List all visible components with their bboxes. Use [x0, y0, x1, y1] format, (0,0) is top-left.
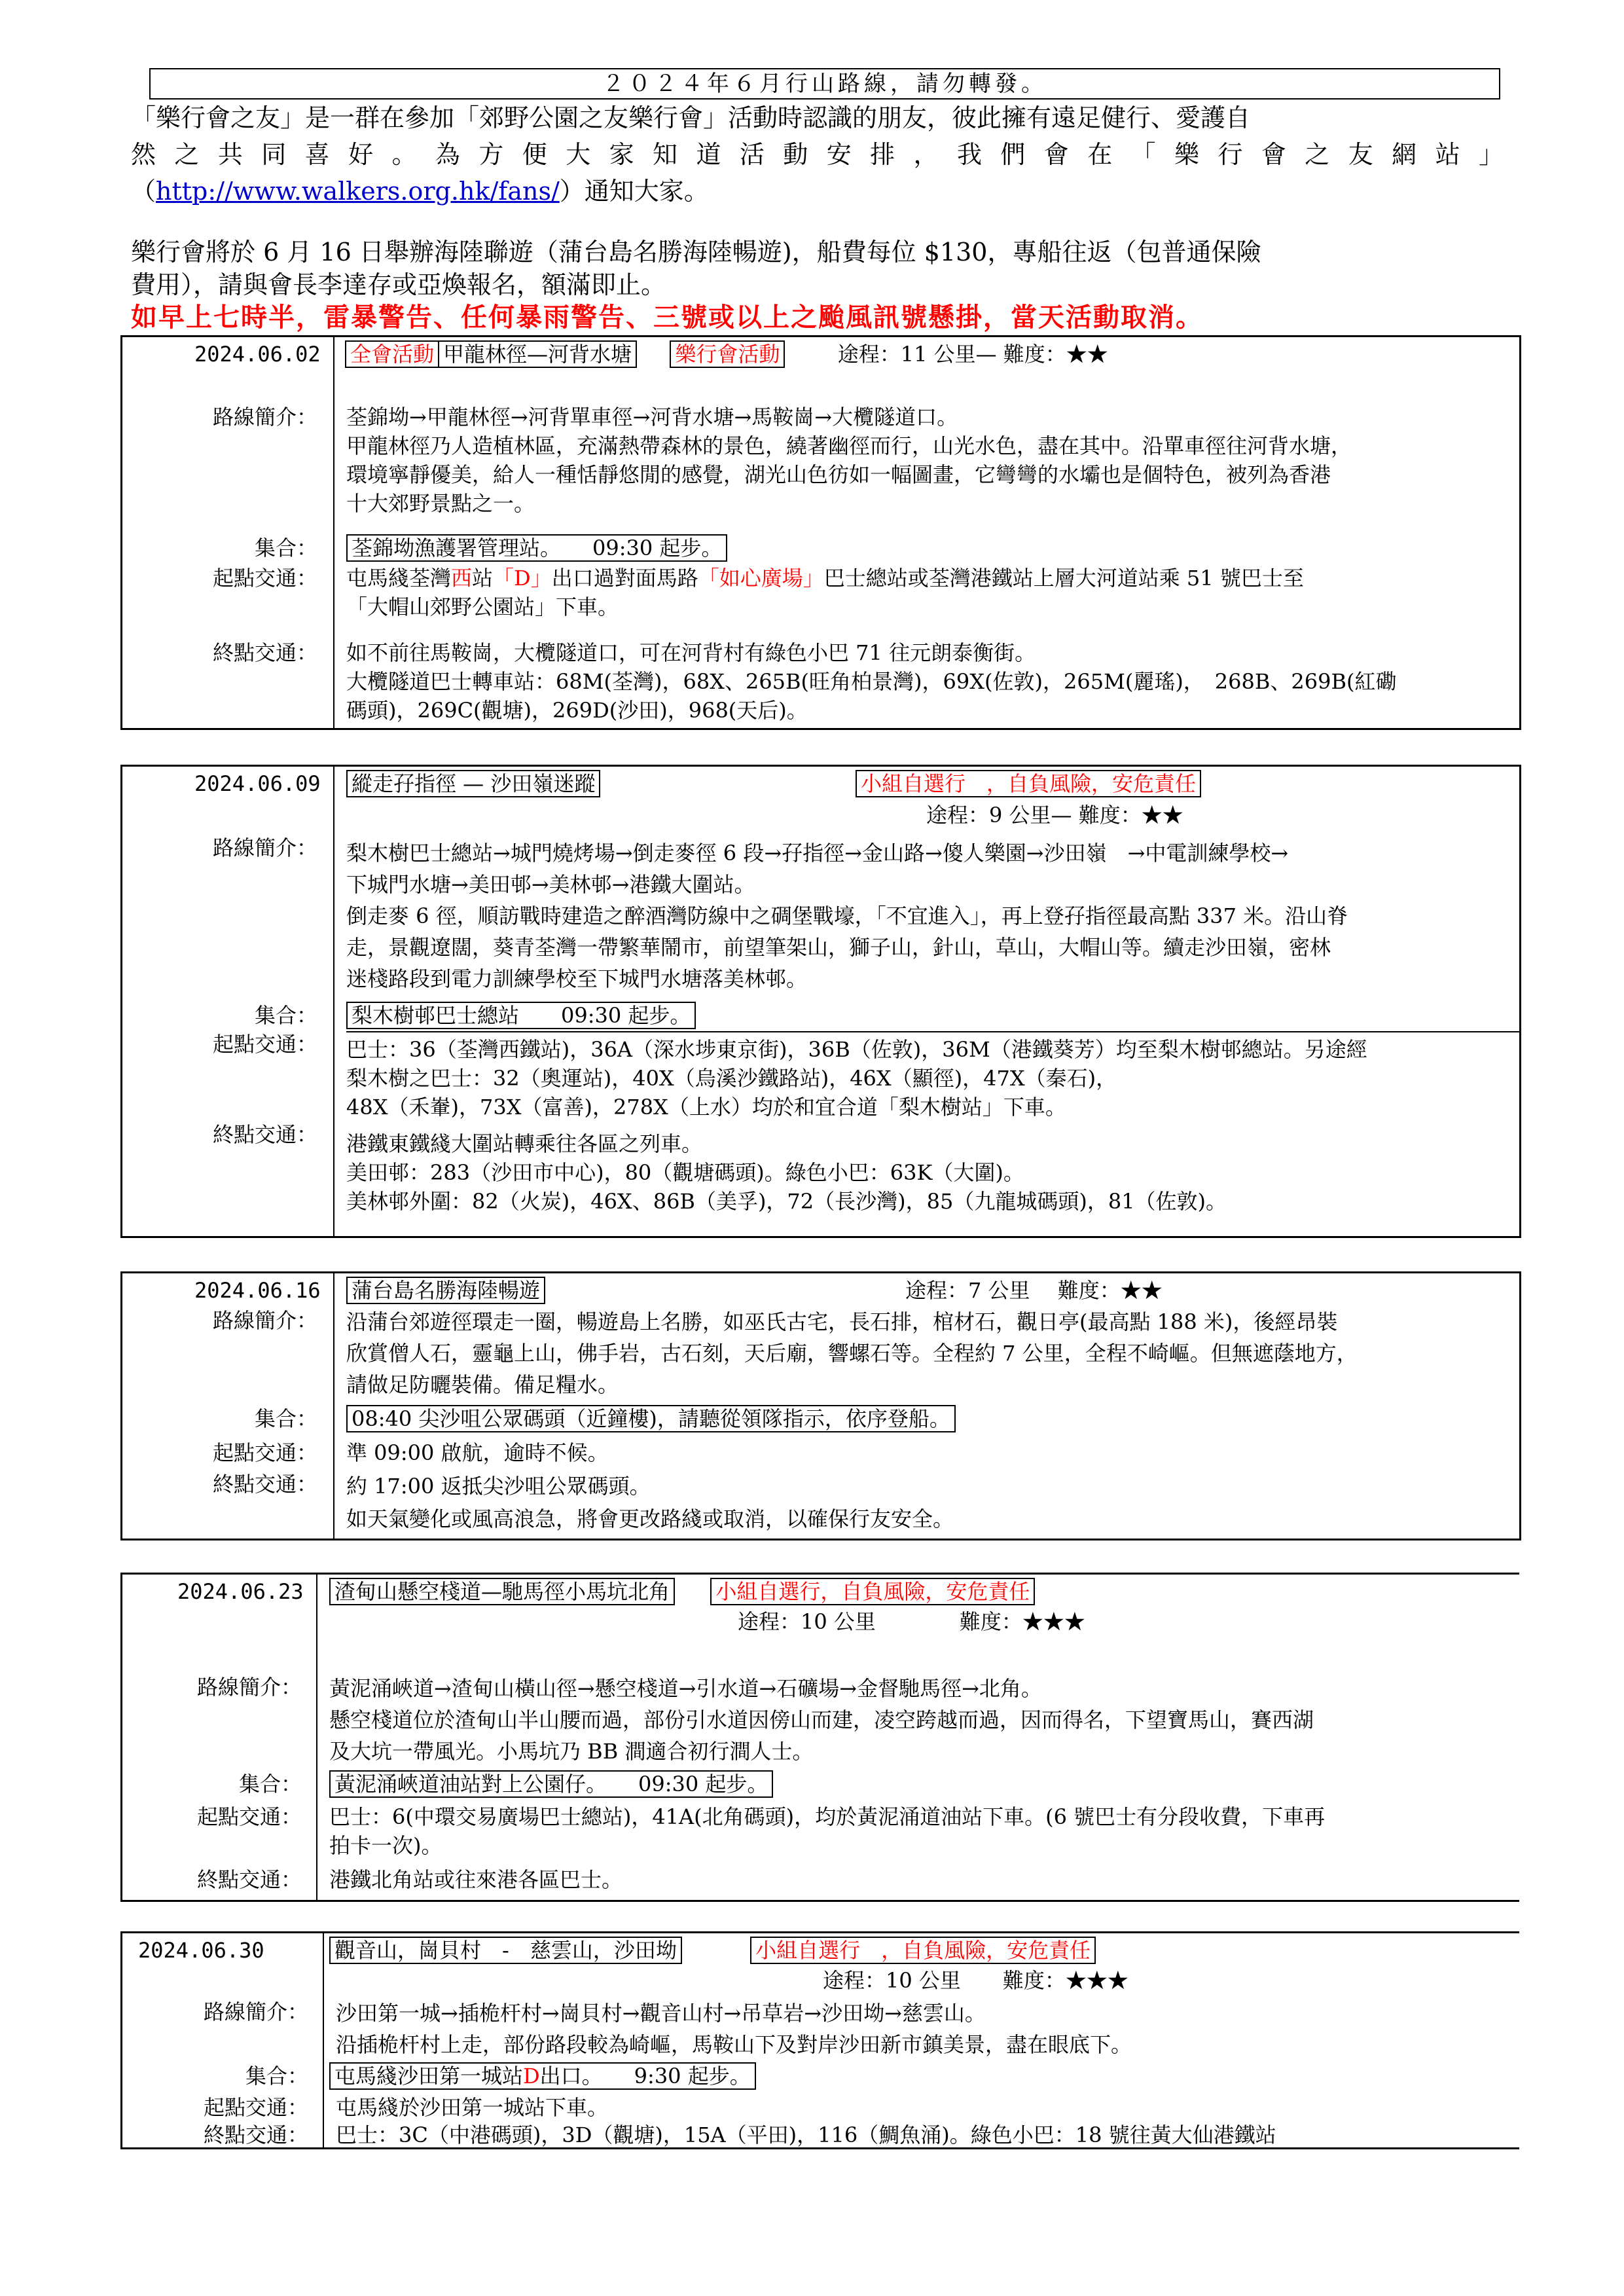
start-transport — [346, 1035, 1511, 1121]
start-transport-label: 起點交通： — [203, 2095, 308, 2120]
hike-date: 2024.06.30 — [138, 1938, 264, 1963]
route-description — [336, 1997, 1511, 2060]
start-transport-label: 起點交通： — [196, 1804, 302, 1829]
distance-difficulty: 途程：10 公里 難度：★★★ — [823, 1968, 1128, 1993]
end-line: 大欖隧道巴士轉車站：68M(荃灣)，68X、265B(旺角柏景灣)，69X(佐敦)，265M(麗瑤)， 268B、269B(紅磡 — [346, 669, 1397, 694]
start-text: 屯馬綫荃灣 — [346, 566, 452, 591]
start-transport — [329, 1802, 1511, 1860]
hike-section-0630 — [120, 1931, 1519, 2149]
hike-title-row — [329, 1936, 1096, 1965]
hike-name: 蒲台島名勝海陸暢遊 — [346, 1277, 545, 1304]
intro-paren: （ — [131, 177, 156, 206]
hike-date: 2024.06.02 — [194, 342, 321, 367]
meet-text — [329, 2062, 756, 2090]
meet-label: 集合： — [254, 1406, 317, 1431]
notice-line-1: 樂行會將於 6 月 16 日舉辦海陸聯遊（蒲台島名勝海陸暢遊)，船費每位 $130，專船往返（包普通保險 — [131, 238, 1261, 266]
route-description — [329, 1673, 1511, 1767]
start-transport-label: 起點交通： — [212, 1032, 317, 1057]
activity-tag: 小組自選行 ，自負風險，安危責任 — [750, 1937, 1096, 1964]
page-title: ２０２４年６月行山路線，請勿轉發。 — [149, 68, 1500, 100]
intro-line-3 — [131, 173, 1506, 210]
end-transport-label: 終點交通： — [196, 1867, 302, 1892]
hike-date: 2024.06.09 — [194, 771, 321, 796]
hike-name: 縱走孖指徑 — 沙田嶺迷蹤 — [346, 770, 600, 797]
hike-date: 2024.06.23 — [177, 1579, 304, 1604]
end-line: 如天氣變化或風高浪急，將會更改路綫或取消，以確保行友安全。 — [346, 1506, 954, 1531]
route-line: 下城門水塘→美田邨→美林邨→港鐵大圍站。 — [346, 872, 755, 897]
start-text: 「如心廣場」 — [698, 566, 824, 591]
meet-text: 黃泥涌峽道油站對上公園仔。 09:30 起步。 — [329, 1770, 773, 1798]
start-transport: 屯馬綫於沙田第一城站下車。 — [336, 2095, 609, 2120]
hike-name: 甲龍林徑—河背水塘 — [439, 340, 637, 368]
distance-difficulty: 途程：7 公里 難度：★★ — [905, 1278, 1163, 1303]
route-line: 環境寧靜優美，給人一種恬靜悠閒的感覺，湖光山色彷如一幅圖畫，它彎彎的水壩也是個特色，被列為香港 — [346, 462, 1331, 487]
start-line: 48X（禾輋)，73X（富善)，278X（上水）均於和宜合道「梨木樹站」下車。 — [346, 1095, 1066, 1120]
meet-time: 出口。 9:30 起步。 — [539, 2064, 751, 2088]
route-line: 沿蒲台郊遊徑環走一圈，暢遊島上名勝，如巫氏古宅，長石排，棺材石，觀日亭(最高點 188 米)，後經昂裝 — [346, 1309, 1338, 1334]
start-text: 西 — [451, 566, 473, 591]
route-line: 走，景觀遼闊，葵青荃灣一帶繁華鬧市，前望筆架山，獅子山，針山，草山，大帽山等。續走沙田嶺，密林 — [346, 935, 1331, 960]
meet-exit: D — [523, 2064, 540, 2088]
meet-info — [329, 2062, 756, 2090]
end-transport — [346, 638, 1511, 725]
hike-name: 觀音山，崗貝村 - 慈雲山，沙田坳 — [329, 1937, 682, 1964]
meet-label: 集合： — [254, 536, 317, 560]
route-line: 請做足防曬裝備。備足糧水。 — [346, 1372, 619, 1397]
route-description — [346, 403, 1511, 518]
hike-section-0609 — [120, 765, 1521, 1238]
route-label: 路線簡介： — [212, 1308, 317, 1333]
route-description — [346, 837, 1511, 994]
route-line: 欣賞僧人石，靈龜上山，佛手岩，古石刻，天后廟，響螺石等。全程約 7 公里，全程不崎嶇。但無遮蔭地方， — [346, 1341, 1358, 1366]
intro-paragraph — [131, 100, 1506, 210]
route-line: 沙田第一城→插桅杆村→崗貝村→觀音山村→吊草岩→沙田坳→慈雲山。 — [336, 2001, 986, 2026]
route-description — [346, 1306, 1511, 1400]
route-line: 梨木樹巴士總站→城門燒烤場→倒走麥徑 6 段→孖指徑→金山路→傻人樂園→沙田嶺 →中電訓練學校→ — [346, 841, 1289, 866]
route-line: 倒走麥 6 徑，順訪戰時建造之醉酒灣防線中之碉堡戰壕，「不宜進入」，再上登孖指徑最高點 337 米。沿山脊 — [346, 903, 1348, 928]
hike-tag-row — [856, 769, 1201, 798]
fans-site-link[interactable]: http://www.walkers.org.hk/fans/ — [156, 177, 560, 206]
meet-text: 梨木樹邨巴士總站 09:30 起步。 — [346, 1002, 696, 1029]
cancellation-warning: 如早上七時半，雷暴警告、任何暴雨警告、三號或以上之颱風訊號懸掛，當天活動取消。 — [131, 302, 1203, 333]
meet-label: 集合： — [254, 1003, 317, 1028]
start-line: 梨木樹之巴士：32（奧運站)，40X（烏溪沙鐵路站)，46X（顯徑)，47X（秦石)， — [346, 1066, 1117, 1091]
start-text: 出口過對面馬路 — [551, 566, 698, 591]
start-text: 巴士總站或荃灣港鐵站上層大河道站乘 51 號巴士至 — [823, 566, 1304, 591]
hike-name: 渣甸山懸空棧道—馳馬徑小馬坑北角 — [329, 1578, 675, 1605]
meet-text: 08:40 尖沙咀公眾碼頭（近鐘樓)，請聽從領隊指示，依序登船。 — [346, 1405, 956, 1432]
route-label: 路線簡介： — [212, 405, 317, 429]
route-label: 路線簡介： — [203, 1999, 308, 2024]
start-transport: 準 09:00 啟航，逾時不候。 — [346, 1440, 609, 1465]
route-line: 沿插桅杆村上走，部份路段較為崎嶇，馬鞍山下及對岸沙田新市鎮美景，盡在眼底下。 — [336, 2032, 1132, 2057]
hike-title-row — [329, 1577, 1035, 1606]
hike-title-row — [345, 340, 1108, 369]
start-transport-label: 起點交通： — [212, 1440, 317, 1465]
start-transport-label: 起點交通： — [212, 566, 317, 591]
route-line: 懸空棧道位於渣甸山半山腰而過，部份引水道因傍山而建，凌空跨越而過，因而得名，下望寶馬山，賽西湖 — [329, 1707, 1314, 1732]
start-line: 拍卡一次)。 — [329, 1833, 442, 1858]
start-text: 站 — [472, 566, 494, 591]
hike-section-0616 — [120, 1271, 1521, 1540]
start-line: 巴士：36（荃灣西鐵站)，36A（深水埗東京街)，36B（佐敦)，36M（港鐵葵芳）均至梨木樹邨總站。另途經 — [346, 1037, 1367, 1062]
route-line: 及大坑一帶風光。小馬坑乃 BB 澗適合初行澗人士。 — [329, 1739, 814, 1764]
meet-label: 集合： — [238, 1772, 302, 1796]
activity-tag: 小組自選行 ，自負風險，安危責任 — [856, 770, 1201, 797]
end-transport — [346, 1470, 1511, 1535]
activity-tag: 全會活動 — [345, 340, 439, 368]
hike-section-0602 — [120, 335, 1521, 730]
distance-difficulty: 途程：9 公里— 難度：★★ — [926, 803, 1183, 828]
end-line: 美田邨：283（沙田市中心)，80（觀塘碼頭)。綠色小巴：63K（大圍)。 — [346, 1160, 1024, 1185]
start-transport — [346, 564, 1511, 621]
end-transport: 港鐵北角站或往來港各區巴士。 — [329, 1867, 623, 1892]
activity-tag: 小組自選行，自負風險，安危責任 — [710, 1578, 1035, 1605]
route-line: 十大郊野景點之一。 — [346, 491, 535, 516]
start-line: 「大帽山郊野公園站」下車。 — [346, 594, 619, 619]
hike-title-row — [346, 1276, 545, 1305]
intro-line-3-rest: ）通知大家。 — [559, 177, 709, 206]
end-line: 港鐵東鐵綫大圍站轉乘往各區之列車。 — [346, 1131, 703, 1156]
notice-line-2: 費用），請與會長李達存或亞煥報名，額滿即止。 — [131, 270, 666, 299]
event-notice — [131, 236, 1506, 334]
distance-difficulty: 途程：10 公里 難度：★★★ — [738, 1609, 1085, 1634]
end-transport: 巴士：3C（中港碼頭)，3D（觀塘)，15A（平田)，116（鯛魚涌)。綠色小巴：18 號往黃大仙港鐵站 — [336, 2123, 1276, 2147]
distance-difficulty: 途程：11 公里— 難度：★★ — [837, 342, 1108, 367]
end-transport — [346, 1129, 1511, 1216]
meet-station: 屯馬綫沙田第一城站 — [334, 2064, 524, 2088]
end-transport-label: 終點交通： — [212, 640, 317, 665]
hike-section-0623 — [120, 1573, 1519, 1902]
route-line: 迷棧路段到電力訓練學校至下城門水塘落美林邨。 — [346, 966, 808, 991]
start-text: 「D」 — [493, 566, 552, 591]
end-line: 約 17:00 返抵尖沙咀公眾碼頭。 — [346, 1474, 651, 1499]
meet-text: 荃錦坳漁護署管理站。 09:30 起步。 — [346, 534, 727, 562]
hike-title-row — [346, 769, 600, 798]
meet-info — [346, 534, 727, 562]
end-line: 如不前往馬鞍崗，大欖隧道口，可在河背村有綠色小巴 71 往元朗泰衡街。 — [346, 640, 1036, 665]
activity-tag-2: 樂行會活動 — [670, 340, 785, 368]
hike-date: 2024.06.16 — [194, 1278, 321, 1303]
intro-line-2: 然之共同喜好。為方便大家知道活動安排，我們會在「樂行會之友網站」 — [131, 140, 1506, 169]
route-label: 路線簡介： — [212, 835, 317, 860]
end-line: 碼頭)，269C(觀塘)，269D(沙田)，968(天后)。 — [346, 698, 808, 723]
route-line: 黃泥涌峽道→渣甸山橫山徑→懸空棧道→引水道→石礦場→金督馳馬徑→北角。 — [329, 1676, 1042, 1701]
meet-info — [346, 1001, 696, 1030]
route-line: 甲龍林徑乃人造植林區，充滿熱帶森林的景色，繞著幽徑而行，山光水色，盡在其中。沿單車徑往河背水塘， — [346, 433, 1352, 458]
meet-label: 集合： — [245, 2064, 308, 2088]
route-line: 荃錦坳→甲龍林徑→河背單車徑→河背水塘→馬鞍崗→大欖隧道口。 — [346, 405, 958, 429]
end-transport-label: 終點交通： — [203, 2123, 308, 2147]
end-transport-label: 終點交通： — [212, 1472, 317, 1497]
end-line: 美林邨外圍：82（火炭)，46X、86B（美孚)，72（長沙灣)，85（九龍城碼頭)，81（佐敦)。 — [346, 1189, 1227, 1214]
meet-info — [329, 1770, 773, 1798]
end-transport-label: 終點交通： — [212, 1122, 317, 1147]
intro-line-1: 「樂行會之友」是一群在參加「郊野公園之友樂行會」活動時認識的朋友，彼此擁有遠足健行、愛護自 — [131, 103, 1251, 132]
start-line: 巴士：6(中環交易廣場巴士總站)，41A(北角碼頭)，均於黃泥涌道油站下車。(6 號巴士有分段收費，下車再 — [329, 1804, 1326, 1829]
meet-info — [346, 1404, 956, 1433]
route-label: 路線簡介： — [196, 1675, 302, 1700]
